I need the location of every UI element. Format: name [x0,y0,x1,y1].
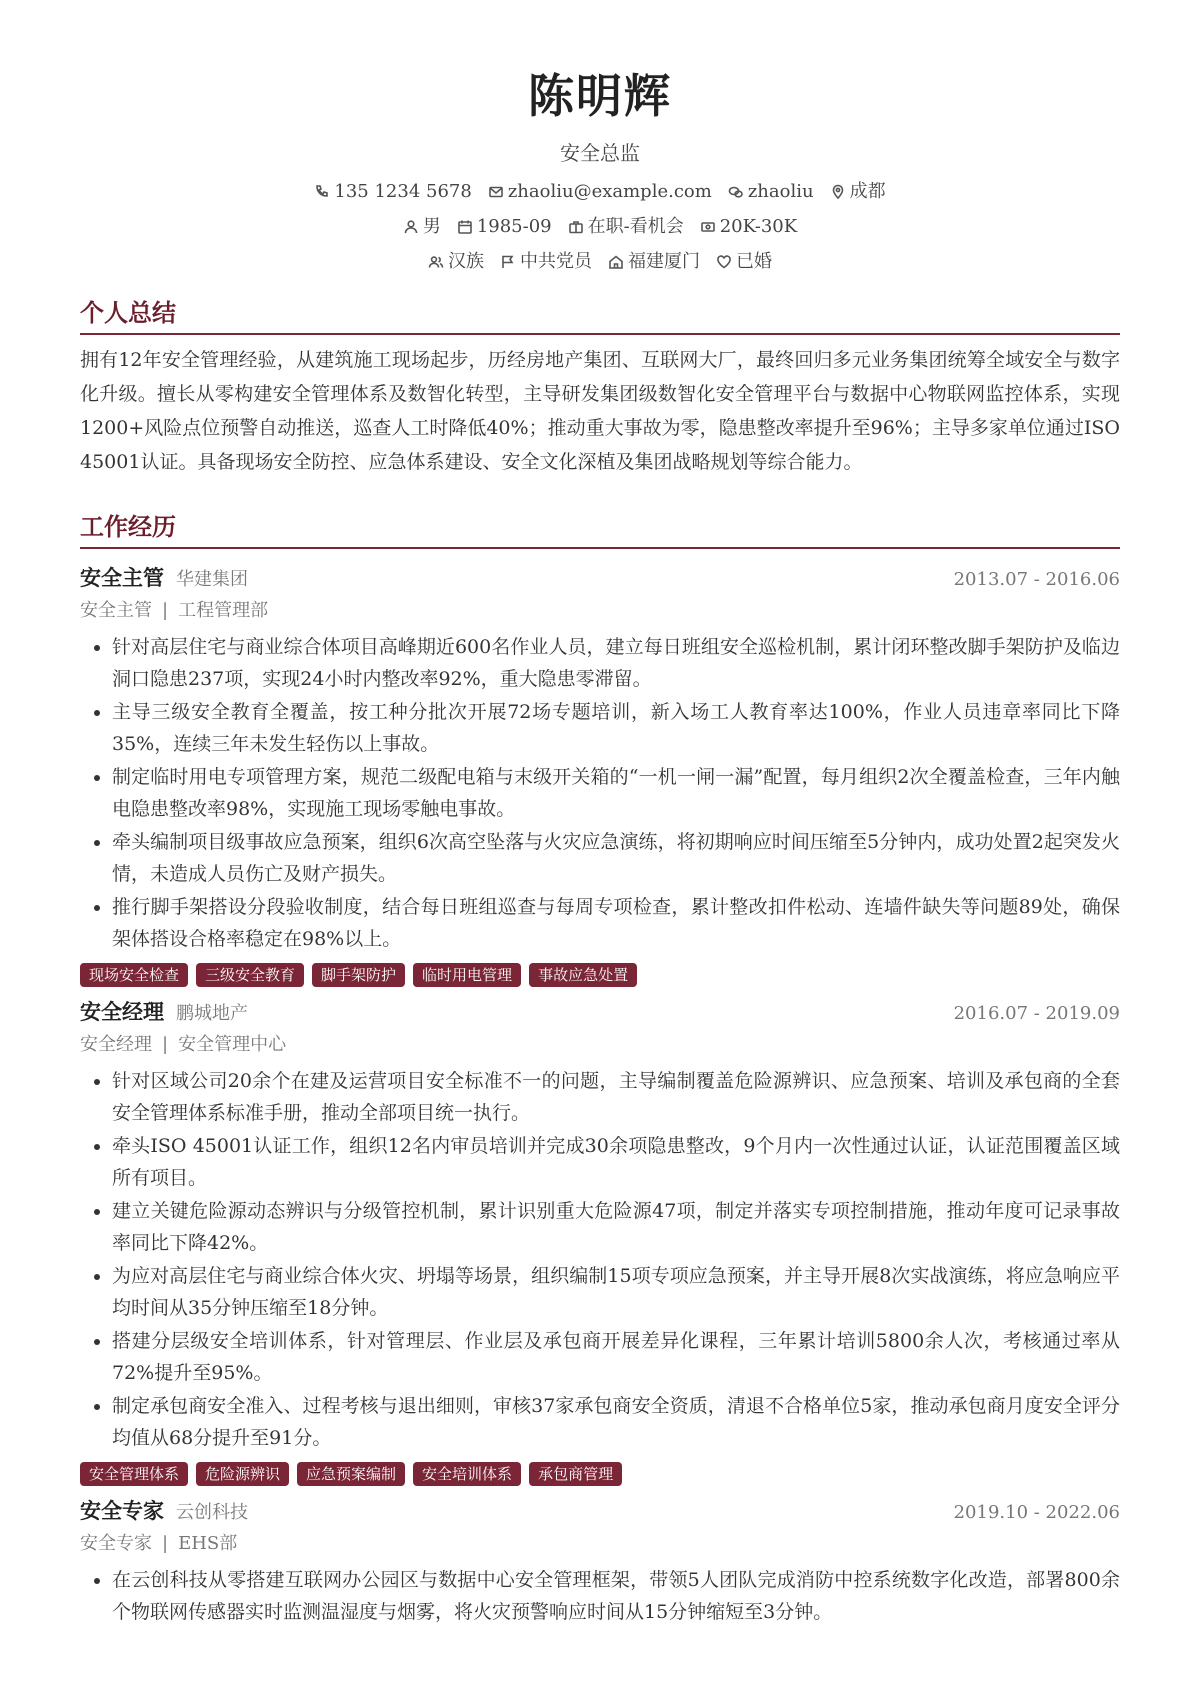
birth-text: 1985-09 [476,216,552,237]
contact-location [830,174,886,209]
job-bullets [80,1564,1120,1628]
location-icon [830,184,846,200]
bullet-item: • 主导三级安全教育全覆盖，按工种分批次开展72场专题培训，新入场工人教育率达100%，作业人员违章率同比下降35%，连续三年未发生轻伤以上事故。 [112,696,1120,760]
political-text: 中共党员 [520,251,592,272]
resume-page [80,0,1120,1629]
separator: | [162,1533,169,1554]
bullet-item: • 为应对高层住宅与商业综合体火灾、坍塌等场景，组织编制15项专项应急预案，并主导开展8次实战演练，将应急响应平均时间从35分钟压缩至18分钟。 [112,1260,1120,1324]
basic-info-row [80,209,1120,244]
job-dept: 安全管理中心 [178,1034,287,1055]
skill-tag: 应急预案编制 [297,1462,405,1486]
experience-heading: 工作经历 [80,507,1120,549]
job-title: 安全总监 [560,141,640,165]
marital-item [716,244,772,279]
bullet-item: • 在云创科技从零搭建互联网办公园区与数据中心安全管理框架，带领5人团队完成消防中控系统数字化改造，部署800余个物联网传感器实时监测温湿度与烟雾，将火灾预警响应时间从15分钟缩短至3分钟。 [112,1564,1120,1628]
job-header [80,561,1120,595]
separator: | [162,600,169,621]
people-icon [428,254,444,270]
job-date: 2016.07 - 2019.09 [953,1003,1120,1024]
skill-tag: 现场安全检查 [80,963,188,987]
wechat-text: zhaoliu [747,181,814,202]
ethnicity-text: 汉族 [448,251,484,272]
job-entry [80,995,1120,1486]
salary-text: 20K-30K [719,216,798,237]
job-role: 安全经理 [80,999,164,1024]
job-subtitle [80,1528,1120,1560]
skill-tags [80,963,1120,987]
bullet-item: • 推行脚手架搭设分段验收制度，结合每日班组巡查与每周专项检查，累计整改扣件松动、连墙件缺失等问题89处，确保架体搭设合格率稳定在98%以上。 [112,891,1120,955]
location-text: 成都 [849,181,886,202]
summary-text: 拥有12年安全管理经验，从建筑施工现场起步，历经房地产集团、互联网大厂，最终回归多元业务集团统筹全域安全与数字化升级。擅长从零构建安全管理体系及数智化转型，主导研发集团级数智化安全管理平台与数据中心物联网监控体系，实现1200+风险点位预警自动推送，巡查人工时降低40%；推动重大事故为零，隐患整改率提升至96%；主导多家单位通过ISO 45001认证。具备现场安全防控、应急体系建设、安全文化深植及集团战略规划等综合能力。 [80,349,1120,473]
job-company: 华建集团 [176,569,248,590]
skill-tag: 安全培训体系 [413,1462,521,1486]
wechat-icon [728,184,744,200]
job-date: 2013.07 - 2016.06 [953,569,1120,590]
phone-icon [314,184,330,200]
skill-tag: 危险源辨识 [196,1462,289,1486]
status-item [568,209,684,244]
job-company: 云创科技 [176,1502,248,1523]
job-role: 安全主管 [80,565,164,590]
job-dept: EHS部 [178,1533,238,1554]
job-entry [80,561,1120,987]
job-role: 安全专家 [80,1498,164,1523]
contact-email [488,174,712,209]
heart-icon [716,254,732,270]
job-dept: 工程管理部 [178,600,269,621]
separator: | [162,1034,169,1055]
contact-phone [314,174,471,209]
user-icon [403,219,419,235]
bullet-item: • 制定临时用电专项管理方案，规范二级配电箱与末级开关箱的“一机一闸一漏”配置，每月组织2次全覆盖检查，三年内触电隐患整改率98%，实现施工现场零触电事故。 [112,761,1120,825]
email-text: zhaoliu@example.com [507,181,712,202]
job-position: 安全主管 [80,600,152,621]
job-subtitle [80,1029,1120,1061]
home-icon [608,254,624,270]
bullet-item: • 建立关键危险源动态辨识与分级管控机制，累计识别重大危险源47项，制定并落实专项控制措施，推动年度可记录事故率同比下降42%。 [112,1195,1120,1259]
political-item [500,244,592,279]
skill-tag: 三级安全教育 [196,963,304,987]
job-position: 安全经理 [80,1034,152,1055]
hometown-item [608,244,700,279]
bullet-item: • 针对区域公司20余个在建及运营项目安全标准不一的问题，主导编制覆盖危险源辨识、应急预案、培训及承包商的全套安全管理体系标准手册，推动全部项目统一执行。 [112,1065,1120,1129]
salary-icon [700,219,716,235]
job-header [80,995,1120,1029]
bullet-item: • 牵头ISO 45001认证工作，组织12名内审员培训并完成30余项隐患整改，9个月内一次性通过认证，认证范围覆盖区域所有项目。 [112,1130,1120,1194]
bullet-item: • 针对高层住宅与商业综合体项目高峰期近600名作业人员，建立每日班组安全巡检机制，累计闭环整改脚手架防护及临边洞口隐患237项，实现24小时内整改率92%，重大隐患零滞留。 [112,631,1120,695]
job-subtitle [80,595,1120,627]
skill-tag: 事故应急处置 [529,963,637,987]
job-entry [80,1494,1120,1628]
briefcase-icon [568,219,584,235]
contact-wechat [728,174,814,209]
skill-tag: 承包商管理 [529,1462,622,1486]
ethnicity-item [428,244,484,279]
job-bullets [80,1065,1120,1454]
status-text: 在职-看机会 [587,216,684,237]
bullet-item: • 制定承包商安全准入、过程考核与退出细则，审核37家承包商安全资质，清退不合格单位5家，推动承包商月度安全评分均值从68分提升至91分。 [112,1390,1120,1454]
hometown-text: 福建厦门 [628,251,700,272]
job-position: 安全专家 [80,1533,152,1554]
extra-info-row [80,244,1120,279]
phone-text: 135 1234 5678 [334,181,472,202]
calendar-icon [457,219,473,235]
job-company: 鹏城地产 [176,1003,248,1024]
birth-item [457,209,552,244]
bullet-item: • 牵头编制项目级事故应急预案，组织6次高空坠落与火灾应急演练，将初期响应时间压缩至5分钟内，成功处置2起突发火情，未造成人员伤亡及财产损失。 [112,826,1120,890]
bullet-item: • 搭建分层级安全培训体系，针对管理层、作业层及承包商开展差异化课程，三年累计培训5800余人次，考核通过率从72%提升至95%。 [112,1325,1120,1389]
gender-text: 男 [422,216,441,237]
skill-tag: 安全管理体系 [80,1462,188,1486]
candidate-name: 陈明辉 [528,69,672,123]
skill-tag: 临时用电管理 [413,963,521,987]
mail-icon [488,184,504,200]
skill-tag: 脚手架防护 [312,963,405,987]
job-date: 2019.10 - 2022.06 [953,1502,1120,1523]
flag-icon [500,254,516,270]
skill-tags [80,1462,1120,1486]
summary-heading: 个人总结 [80,293,1120,335]
gender-item [403,209,441,244]
job-header [80,1494,1120,1528]
contact-row [80,174,1120,209]
marital-text: 已婚 [736,251,772,272]
job-bullets [80,631,1120,955]
salary-item [700,209,797,244]
